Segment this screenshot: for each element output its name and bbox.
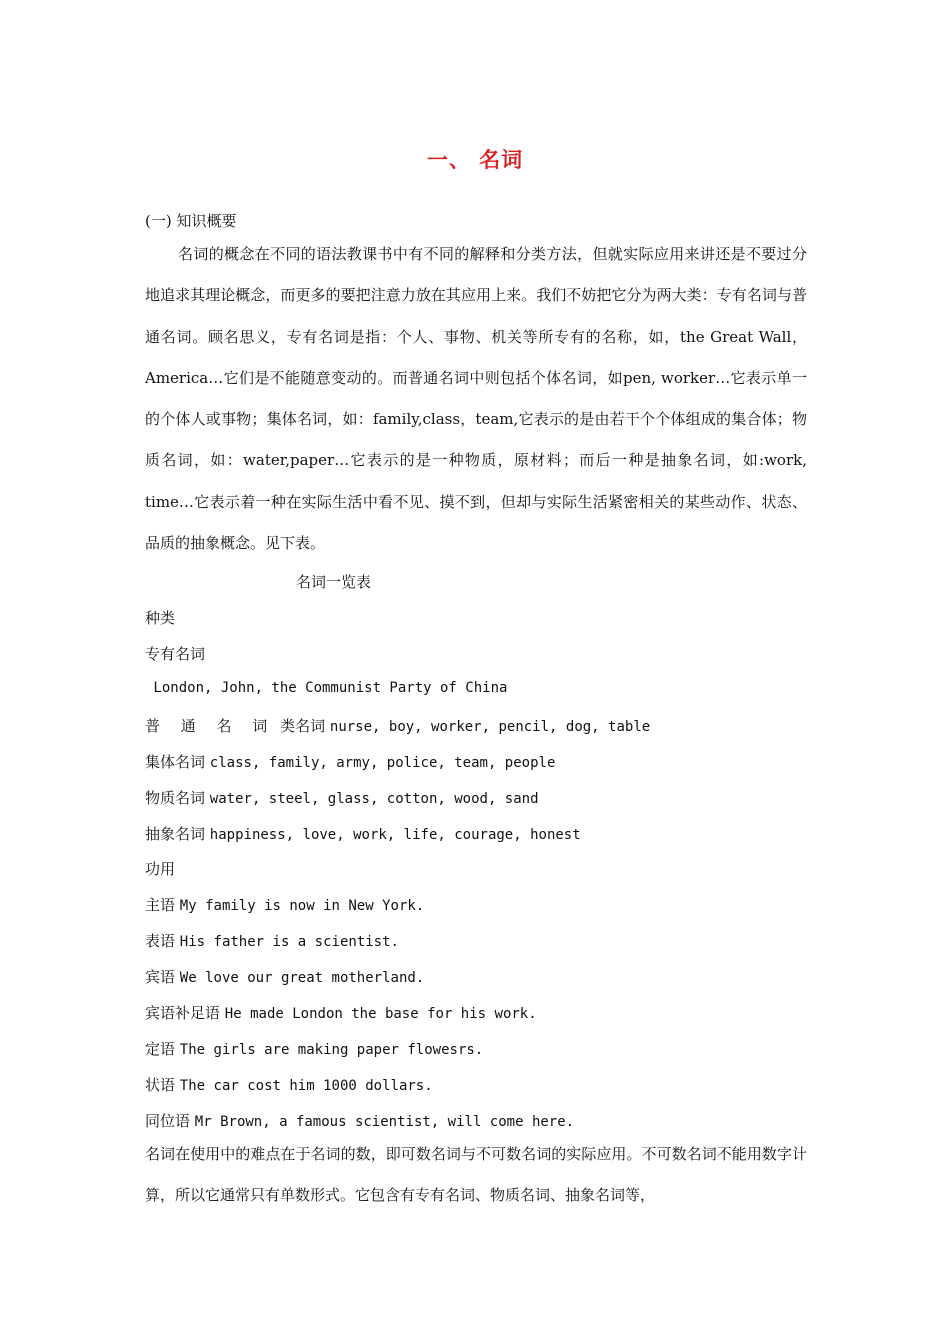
abstract-noun-row [145, 823, 581, 844]
function-row-example: Mr Brown, a famous scientist, will come here. [194, 1114, 575, 1130]
proper-noun-examples: London, John, the Communist Party of China [145, 680, 508, 696]
function-row-label: 宾语 [145, 968, 176, 986]
page-title: 一、 名词 [426, 147, 524, 172]
collective-label: 集体名词 [145, 753, 206, 771]
intro-paragraph [145, 234, 807, 564]
function-row-example: He made London the base for his work. [224, 1006, 537, 1022]
common-row-label: 类名词 [280, 717, 326, 735]
function-row-example: The girls are making paper flowesrs. [179, 1042, 484, 1058]
function-row-label: 表语 [145, 932, 176, 950]
common-noun-label: 普 通 名 词 [145, 717, 276, 735]
function-row [145, 1038, 483, 1059]
common-noun-row [145, 715, 650, 736]
function-row-label: 主语 [145, 896, 176, 914]
function-row [145, 1002, 537, 1023]
function-row [145, 966, 424, 987]
function-row-label: 状语 [145, 1076, 176, 1094]
function-row [145, 894, 424, 915]
material-noun-row [145, 787, 539, 808]
material-label: 物质名词 [145, 789, 206, 807]
function-row-example: My family is now in New York. [179, 898, 425, 914]
function-row-label: 定语 [145, 1040, 176, 1058]
proper-noun-label: 专有名词 [145, 645, 206, 663]
intro-paragraph-text: 名词的概念在不同的语法教课书中有不同的解释和分类方法，但就实际应用来讲还是不要过分地追求其理论概念，而更多的要把注意力放在其应用上来。我们不妨把它分为两大类：专有名词与普通名词。顾名思义，专有名词是指：个人、事物、机关等所专有的名称，如，the Great Wall， America…它们是不能随意变动的。而普通名词中则包括个体名词，如pen, worker…它表示单一的个体人或事物；集体名词，如：family,class，team,它表示的是由若干个个体组成的集合体；物质名词，如：water,paper…它表示的是一种物质，原材料；而后一种是抽象名词，如:work, time…它表示着一种在实际生活中看不见、摸不到，但却与实际生活紧密相关的某些动作、状态、品质的抽象概念。见下表。 [145, 245, 807, 553]
kinds-label: 种类 [145, 609, 176, 627]
collective-examples: class, family, army, police, team, people [209, 755, 556, 771]
function-row-example: The car cost him 1000 dollars. [179, 1078, 433, 1094]
function-row [145, 1110, 574, 1131]
function-row-label: 同位语 [145, 1112, 191, 1130]
common-row-examples: nurse, boy, worker, pencil, dog, table [329, 719, 651, 735]
abstract-examples: happiness, love, work, life, courage, honest [209, 827, 581, 843]
collective-noun-row [145, 751, 555, 772]
function-row [145, 930, 399, 951]
function-label: 功用 [145, 860, 176, 878]
function-row-example: We love our great motherland. [179, 970, 425, 986]
closing-paragraph: 名词在使用中的难点在于名词的数，即可数名词与不可数名词的实际应用。不可数名词不能用数字计算，所以它通常只有单数形式。它包含有专有名词、物质名词、抽象名词等， [145, 1145, 807, 1205]
section-heading: (一) 知识概要 [145, 212, 237, 230]
abstract-label: 抽象名词 [145, 825, 206, 843]
material-examples: water, steel, glass, cotton, wood, sand [209, 791, 539, 807]
function-row-example: His father is a scientist. [179, 934, 399, 950]
function-row [145, 1074, 433, 1095]
table-title: 名词一览表 [296, 573, 372, 591]
function-row-label: 宾语补足语 [145, 1004, 221, 1022]
